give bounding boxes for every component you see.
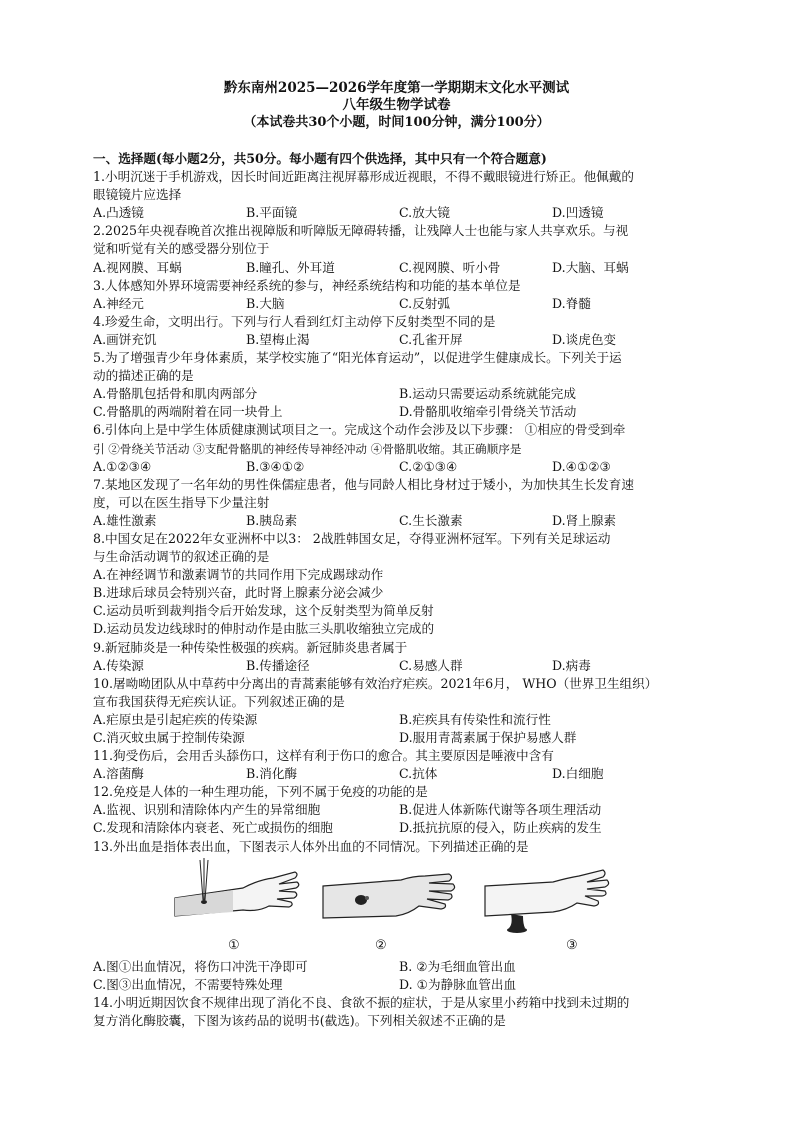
option-c: C.消灭蚊虫属于控制传染源	[93, 730, 245, 745]
option-d: D.运动员发边线球时的伸肘动作是由肱三头肌收缩独立完成的	[93, 621, 435, 637]
option-a: A.溶菌酶	[93, 766, 144, 782]
option-row	[93, 711, 705, 729]
question-text: 度，可以在医生指导下少量注射	[93, 494, 270, 510]
option-row	[93, 295, 705, 313]
option-a: A.在神经调节和激素调节的共同作用下完成踢球动作	[93, 567, 384, 583]
option-row	[93, 729, 705, 747]
option-d: D.④①②③	[552, 458, 611, 474]
exam-header	[0, 80, 793, 131]
option-b: B.③④①②	[246, 458, 305, 474]
option-c: C.发现和清除体内衰老、死亡或损伤的细胞	[93, 820, 333, 836]
option-c: C.图③出血情况，不需要特殊处理	[93, 976, 283, 992]
question-text: 复方消化酶胶囊，下图为该药品的说明书(截选)。下列相关叙述不正确的是	[93, 1012, 506, 1028]
option-b: B.消化酶	[246, 766, 298, 782]
option-b: B.促进人体新陈代谢等各项生理活动	[399, 802, 602, 818]
figure-label: ③	[566, 937, 578, 953]
option-d: D.大脑、耳蜗	[552, 259, 629, 275]
option-row	[93, 657, 705, 675]
question-text: 12.免疫是人体的一种生理功能，下列不属于免疫的功能的是	[93, 784, 428, 800]
question-text: 动的描述正确的是	[93, 368, 194, 384]
option-row	[93, 801, 705, 819]
option-a: A.骨骼肌包括骨和肌肉两部分	[93, 386, 258, 402]
option-c: C.骨骼肌的两端附着在同一块骨上	[93, 404, 283, 420]
option-b: B.望梅止渴	[246, 331, 310, 347]
question-text: 10.屠呦呦团队从中草药中分离出的青蒿素能够有效治疗疟疾。2021年6月， WHO（世界卫生组织）	[93, 675, 658, 691]
option-d: D.病毒	[552, 657, 591, 673]
question-text: 9.新冠肺炎是一种传染性极强的疾病。新冠肺炎患者属于	[93, 639, 408, 655]
hand-arterial-bleeding-image	[173, 858, 303, 938]
option-row	[93, 976, 705, 994]
question-text: 1.小明沉迷于手机游戏，因长时间近距离注视屏幕形成近视眼，不得不戴眼镜进行矫正。他佩戴的	[93, 169, 634, 185]
option-row	[93, 259, 705, 277]
option-d: D.骨骼肌收缩牵引骨绕关节活动	[399, 404, 577, 420]
exam-note: （本试卷共30个小题，时间100分钟，满分100分）	[243, 115, 550, 130]
option-a: A.疟原虫是引起疟疾的传染源	[93, 711, 258, 727]
option-b: B.平面镜	[246, 205, 298, 221]
question-text: 与生命活动调节的叙述正确的是	[93, 549, 270, 565]
option-row	[93, 765, 705, 783]
question-text: 8.中国女足在2022年女亚洲杯中以3： 2战胜韩国女足，夺得亚洲杯冠军。下列有关足球运动	[93, 530, 611, 546]
option-c: C.反射弧	[399, 295, 450, 311]
question-text: 13.外出血是指体表出血，下图表示人体外出血的不同情况。下列描述正确的是	[93, 838, 529, 854]
option-b: B.疟疾具有传染性和流行性	[399, 711, 551, 727]
option-a: A.雄性激素	[93, 512, 157, 528]
option-d: D.白细胞	[552, 766, 604, 782]
option-b: B.运动只需要运动系统就能完成	[399, 386, 576, 402]
hand-venous-bleeding-image	[483, 858, 613, 938]
question-text: 11.狗受伤后，会用舌头舔伤口，这样有利于伤口的愈合。其主要原因是唾液中含有	[93, 748, 554, 764]
option-row	[93, 403, 705, 421]
option-d: D.肾上腺素	[552, 512, 617, 528]
figure-label: ①	[228, 937, 240, 953]
figure-label: ②	[375, 937, 387, 953]
question-text: 2.2025年央视春晚首次推出视障版和听障版无障碍转播，让残障人士也能与家人共享欢乐。与视	[93, 223, 629, 239]
option-row	[93, 819, 705, 837]
option-c: C.易感人群	[399, 657, 463, 673]
exam-title: 黔东南州2025—2026学年度第一学期期末文化水平测试	[223, 80, 570, 96]
option-b: B. ②为毛细血管出血	[399, 958, 516, 974]
question-text: 6.引体向上是中学生体质健康测试项目之一。完成这个动作会涉及以下步骤： ①相应的骨受到牵	[93, 422, 626, 438]
option-row	[93, 512, 705, 530]
option-d: D.凹透镜	[552, 205, 604, 221]
question-text: 5.为了增强青少年身体素质，某学校实施了“阳光体育运动”，以促进学生健康成长。下列关于运	[93, 350, 622, 366]
option-c: C.②①③④	[399, 458, 458, 474]
option-a: A.传染源	[93, 657, 144, 673]
option-c: C.运动员听到裁判指令后开始发球，这个反射类型为简单反射	[93, 603, 434, 619]
section-heading: 一、选择题(每小题2分，共50分。每小题有四个供选择，其中只有一个符合题意)	[93, 151, 547, 166]
exam-content	[93, 150, 705, 1030]
option-d: D.脊髓	[552, 295, 591, 311]
question-text: 4.珍爱生命，文明出行。下列与行人看到红灯主动停下反射类型不同的是	[93, 313, 496, 329]
option-a: A.凸透镜	[93, 205, 144, 221]
option-a: A.监视、识别和清除体内产生的异常细胞	[93, 802, 321, 818]
question-text: 3.人体感知外界环境需要神经系统的参与，神经系统结构和功能的基本单位是	[93, 277, 521, 293]
bleeding-figure	[93, 858, 705, 958]
question-text: 眼镜镜片应选择	[93, 187, 182, 203]
option-b: B.胰岛素	[246, 512, 298, 528]
option-b: B.进球后球员会特别兴奋，此时肾上腺素分泌会减少	[93, 585, 384, 601]
question-text: 7.某地区发现了一名年幼的男性侏儒症患者，他与同龄人相比身材过于矮小，为加快其生长发育速	[93, 476, 634, 492]
option-row	[93, 458, 705, 476]
hand-capillary-bleeding-image	[321, 858, 461, 938]
option-d: D. ①为静脉血管出血	[399, 976, 517, 992]
option-row	[93, 385, 705, 403]
option-b: B.传播途径	[246, 657, 310, 673]
question-text: 宣布我国获得无疟疾认证。下列叙述正确的是	[93, 693, 345, 709]
option-c: C.放大镜	[399, 205, 450, 221]
option-c: C.抗体	[399, 766, 438, 782]
option-d: D.服用青蒿素属于保护易感人群	[399, 730, 577, 745]
option-a: A.画饼充饥	[93, 331, 157, 347]
option-row	[93, 204, 705, 222]
option-a: A.图①出血情况，将伤口冲洗干净即可	[93, 958, 308, 974]
option-b: B.大脑	[246, 295, 285, 311]
option-a: A.神经元	[93, 295, 144, 311]
option-c: C.孔雀开屏	[399, 331, 463, 347]
question-text: 引 ②骨绕关节活动 ③支配骨骼肌的神经传导神经冲动 ④骨骼肌收缩。其正确顺序是	[93, 441, 522, 456]
question-text: 14.小明近期因饮食不规律出现了消化不良、食欲不振的症状，于是从家里小药箱中找到未过期的	[93, 994, 630, 1010]
option-c: C.生长激素	[399, 512, 463, 528]
question-text: 觉和听觉有关的感受器分别位于	[93, 241, 270, 257]
option-row	[93, 331, 705, 349]
exam-subtitle: 八年级生物学试卷	[342, 97, 451, 113]
option-d: D.谈虎色变	[552, 331, 617, 347]
option-b: B.瞳孔、外耳道	[246, 259, 335, 275]
option-a: A.视网膜、耳蜗	[93, 259, 182, 275]
option-a: A.①②③④	[93, 458, 152, 474]
option-c: C.视网膜、听小骨	[399, 259, 501, 275]
option-row	[93, 958, 705, 976]
option-d: D.抵抗抗原的侵入，防止疾病的发生	[399, 820, 602, 836]
